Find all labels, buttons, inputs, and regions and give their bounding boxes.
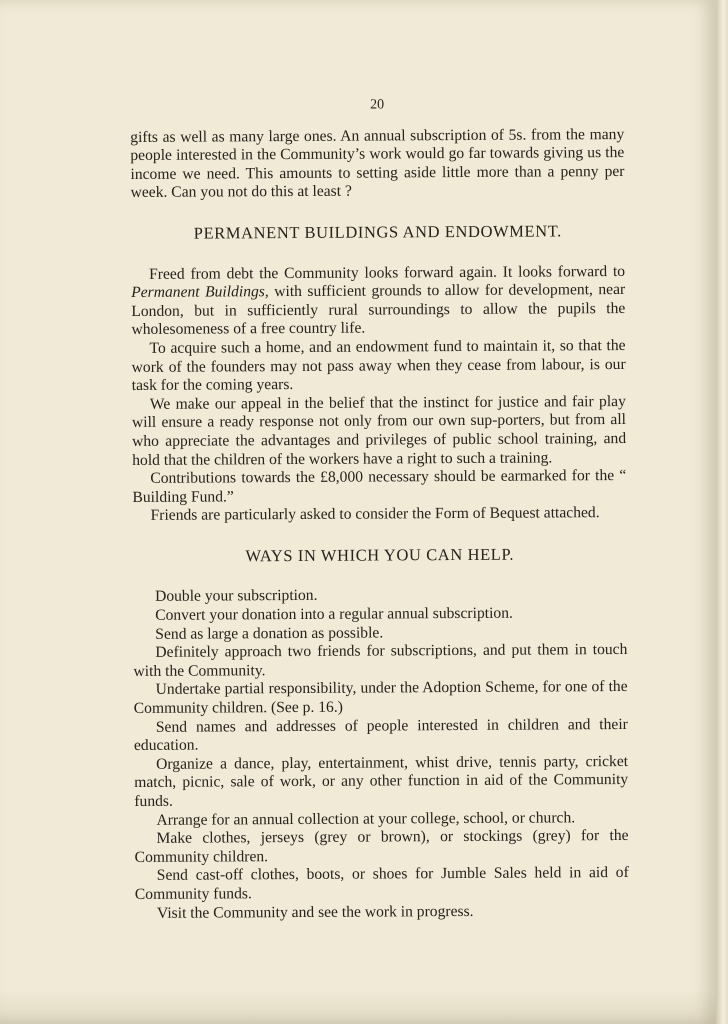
page-bottom-shadow: [0, 990, 716, 1024]
italic-permanent-buildings: Permanent Buildings,: [131, 283, 269, 302]
list-item: Send names and addresses of people interested in children and their education.: [133, 715, 628, 755]
list-item: Arrange for an annual collection at your college, school, or church.: [156, 808, 576, 829]
paragraph-contributions: Contributions towards the £8,000 necessary should be earmarked for the “ Building Fund.”: [132, 467, 627, 506]
list-item: Make clothes, jerseys (grey or brown), or stockings (grey) for the Community children.: [134, 827, 629, 866]
help-list: [133, 585, 629, 923]
heading-permanent-buildings: PERMANENT BUILDINGS AND ENDOWMENT.: [193, 221, 562, 243]
page-number: 20: [370, 97, 385, 113]
list-item: Visit the Community and see the work in progress.: [156, 902, 474, 922]
list-item: Convert your donation into a regular annual subscription.: [155, 604, 513, 624]
list-item: Organize a dance, play, entertainment, whist drive, tennis party, cricket match, picnic, sale of work, or any other function in aid of the Community funds.: [134, 752, 629, 810]
page-edge: [716, 0, 728, 1024]
list-item: Send cast-off clothes, boots, or shoes for Jumble Sales held in aid of Community funds.: [134, 864, 629, 903]
list-item: Send as large a donation as possible.: [155, 624, 384, 643]
paragraph-bequest: Friends are particularly asked to consider the Form of Bequest attached.: [150, 504, 600, 525]
list-item: Undertake partial responsibility, under the Adoption Scheme, for one of the Community children. (See p. 16.): [133, 678, 628, 718]
list-item: Double your subscription.: [154, 587, 318, 606]
paragraph-text: with sufficient grounds to allow for development, near London, but in sufficiently rural surroundings to allow the pupils the wholesomeness of a free country life.: [131, 281, 626, 339]
paragraph-freed-from-debt: [131, 263, 625, 340]
page-content: [130, 95, 629, 923]
paragraph-acquire-home: To acquire such a home, and an endowment fund to maintain it, so that the work of the founders may not pass away when they cease from labour, is our task for the coming years.: [131, 336, 626, 395]
paragraph-appeal: We make our appeal in the belief that the instinct for justice and fair play will ensure a ready response not only from our own sup-porters, but from all who appreciate the advantages and privileges of public school training, and hold that the children of the workers have a right to such a training.: [131, 392, 627, 469]
heading-ways-to-help: WAYS IN WHICH YOU CAN HELP.: [245, 544, 515, 566]
intro-paragraph: gifts as well as many large ones. An annual subscription of 5s. from the many people interested in the Community’s work would go far towards giving us the income we need. This amounts to setting aside little more than a penny per week. Can you not do this at least ?: [130, 125, 625, 202]
list-item: Definitely approach two friends for subscriptions, and put them in touch with the Community.: [133, 641, 628, 680]
paragraph-text: Freed from debt the Community looks forward again. It looks forward to: [149, 262, 626, 283]
